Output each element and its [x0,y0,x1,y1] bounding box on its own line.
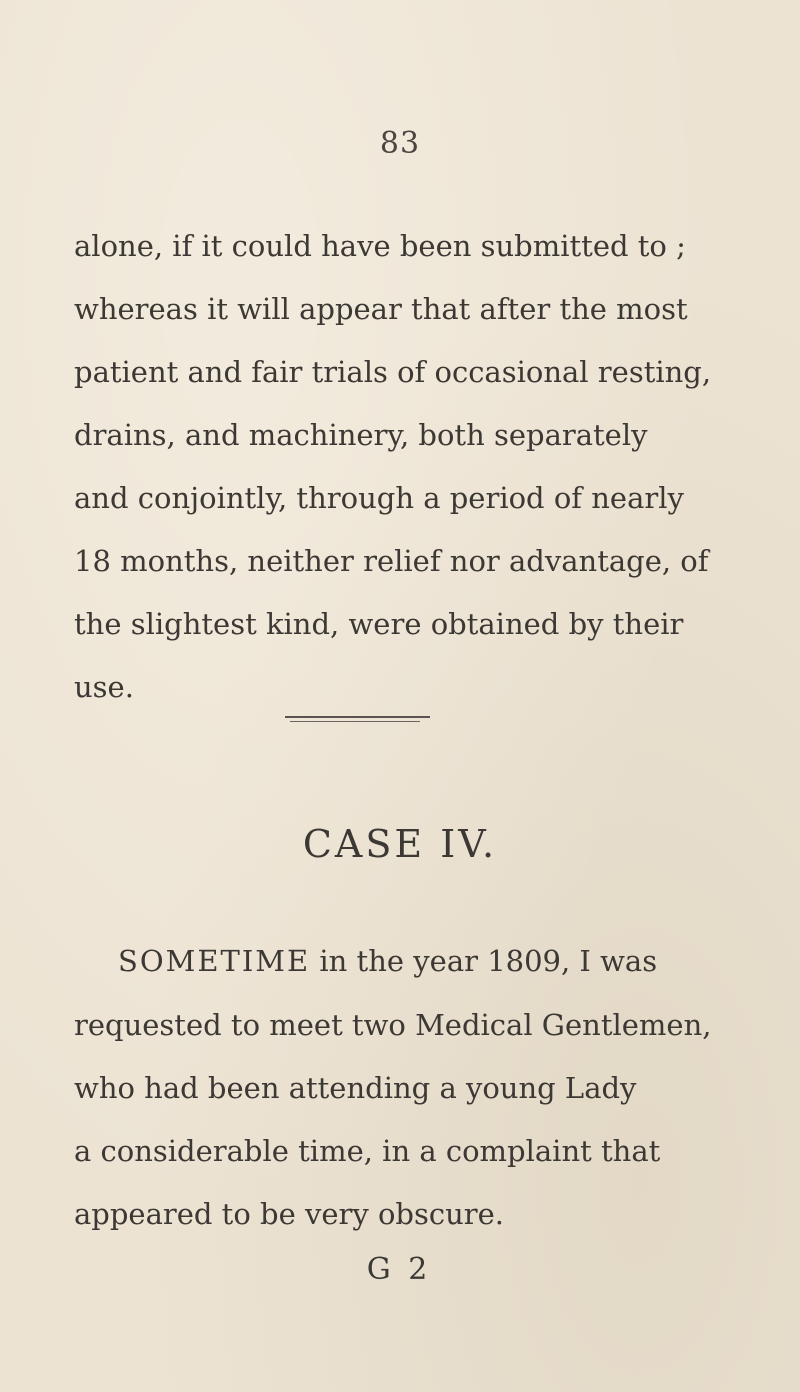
text-line: drains, and machinery, both separately [74,418,648,452]
text-line-last: appeared to be very obscure. [74,1197,505,1231]
case-heading: CASE IV. [302,822,498,866]
text-line-lead [118,943,658,979]
lead-word: SOMETIME [118,944,311,978]
page-number: 83 [379,126,421,161]
text-line: 18 months, neither relief nor advantage, of [74,544,709,578]
text-line: a considerable time, in a complaint that [74,1134,661,1168]
text-line: the slightest kind, were obtained by their [74,607,684,641]
signature-mark: G 2 [366,1252,432,1287]
section-divider-thin [290,721,420,722]
text-line: and conjointly, through a period of nearly [74,481,684,515]
text-line: alone, if it could have been submitted to ; [74,229,686,263]
text-line-last: use. [74,670,134,704]
section-divider [285,716,430,718]
text-line: patient and fair trials of occasional resting, [74,355,712,389]
lead-line-rest: in the year 1809, I was [319,944,658,978]
text-line: whereas it will appear that after the most [74,292,688,326]
text-line: requested to meet two Medical Gentlemen, [74,1008,712,1042]
text-line: who had been attending a young Lady [74,1071,637,1105]
